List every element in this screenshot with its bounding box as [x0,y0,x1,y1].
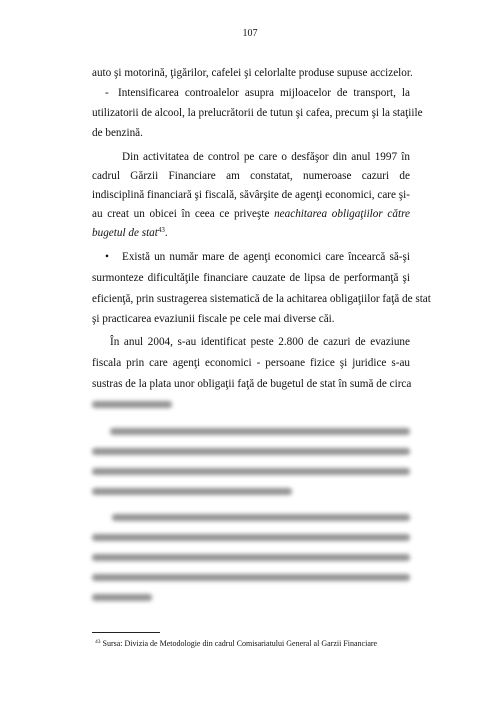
text-line: fiscala prin care agenţi economici - persoane fizice şi juridice s-au [92,357,410,369]
text-line: cadrul Gărzii Financiare am constatat, numeroase cazuri de [92,170,410,182]
text-line: În anul 2004, s-au identificat peste 2.800 de cazuri de evaziune [110,336,410,348]
text-line: Există un număr mare de agenţi economici care încearcă să-şi [122,251,410,263]
footnote-text: Sursa: Divizia de Metodologie din cadrul Comisariatului General al Garzii Financiare [102,639,378,648]
text-line: indisciplină financiară şi fiscală, săvârşite de agenţi economici, care şi- [92,189,410,201]
text-line: auto şi motorină, ţigărilor, cafelei şi celorlalte produse supuse accizelor. [92,67,413,79]
footnote [95,639,377,648]
italic-text: neachitarea obligaţiilor către [274,208,410,220]
footnote-ref: 43 [157,226,165,234]
footnote-rule [92,632,160,633]
italic-text: bugetul de stat [92,227,158,239]
dash-bullet: - [105,87,109,99]
text-span: . [164,227,168,239]
text-line: şi practicarea evaziunii fiscale pe cele mai diverse căi. [92,313,335,325]
text-line: sustras de la plata unor obligaţii faţă de bugetul de stat în sumă de circa [92,378,412,390]
text-span: au creat un obicei în ceea ce priveşte [92,208,275,220]
footnote-number: 43 [95,639,101,645]
dot-bullet: • [105,251,109,263]
text-line: utilizatorii de alcool, la prelucrătorii de tutun şi cafea, precum şi la staţiile [92,107,423,119]
text-line: Din activitatea de control pe care o desfăşor din anul 1997 în [122,151,410,163]
text-line: Intensificarea controalelor asupra mijloacelor de transport, la [118,87,410,99]
text-line: eficienţă, prin sustragerea sistematică de la achitarea obligaţiilor faţă de stat [92,293,431,305]
text-line: de benzină. [92,127,143,139]
text-line: surmonteze dificultăţile financiare cauzate de lipsa de performanţă şi [92,272,410,284]
page-number: 107 [242,28,258,39]
